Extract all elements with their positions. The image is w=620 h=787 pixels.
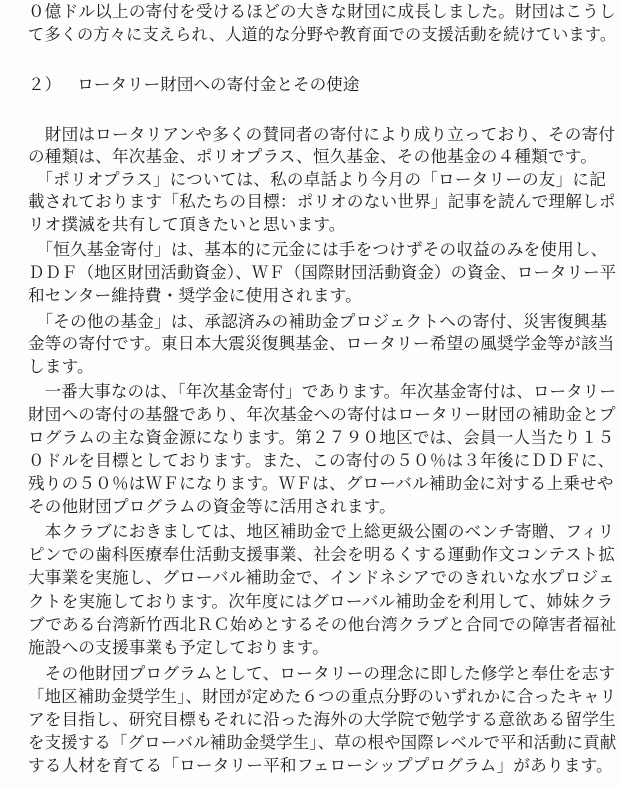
body-line: アを目指し、研究目標もそれに沿った海外の大学院で勉学する意欲ある留学生 [28, 710, 616, 729]
body-line: 「ポリオプラス」については、私の卓話より今月の「ロータリーの友」に記 [28, 170, 606, 189]
body-line: を支援する「グローバル補助金奨学生」、草の根や国際レベルで平和活動に貢献 [28, 733, 617, 752]
body-line: ピンでの歯科医療奉仕活動支援事業、社会を明るくする運動作文コンテスト拡 [28, 545, 616, 564]
body-line: の種類は、年次基金、ポリオプラス、恒久基金、その他基金の４種類です。 [28, 147, 597, 166]
body-line: 金等の寄付です。東日本大震災復興基金、ロータリー希望の風奨学金等が該当 [28, 334, 615, 353]
body-line: その他財団プログラムの資金等に活用されます。 [28, 497, 396, 516]
body-line: ログラムの主な資金源になります。第２７９０地区では、会員一人当たり１５ [28, 428, 615, 447]
section-title: ロータリー財団への寄付金とその使途 [77, 75, 360, 94]
body-line: ブである台湾新竹西北ＲＣ始めとするその他台湾クラブと合同での障害者福祉 [28, 615, 617, 634]
body-line: する人材を育てる「ロータリー平和フェローシッププログラム」があります。 [28, 756, 613, 775]
intro-line-2: て多くの方々に支えられ、人道的な分野や教育面での支援活動を続けています。 [28, 25, 617, 44]
section-number: ２） [28, 75, 62, 94]
body-line: 「その他の基金」は、承認済みの補助金プロジェクトへの寄付、災害復興基 [28, 312, 608, 331]
section-heading [28, 75, 359, 95]
body-line: 残りの５０％はＷＦになります。ＷＦは、グローバル補助金に対する上乗せや [28, 474, 614, 493]
intro-line-1: ０億ドル以上の寄付を受けるほどの大きな財団に成長しました。財団はこうし [28, 2, 616, 21]
body-line: します。 [28, 357, 94, 376]
body-line: ０ドルを目標としております。また、この寄付の５０％は３年後にＤＤＦに、 [28, 451, 615, 470]
body-line: その他財団プログラムとして、ロータリーの理念に即した修学と奉仕を志す [28, 664, 616, 683]
body-line: リオ撲滅を共有して頂きたいと思います。 [28, 215, 346, 234]
body-line: 「地区補助金奨学生」、財団が定めた６つの重点分野のいずれかに合ったキャリ [28, 687, 617, 706]
body-line: 施設への支援事業も予定しております。 [28, 638, 329, 657]
body-line: 財団への寄付の基盤であり、年次基金への寄付はロータリー財団の補助金とプ [28, 405, 616, 424]
body-line: 大事業を実施し、グローバル補助金で、インドネシアでのきれいな水プロジェ [28, 568, 615, 587]
body-line: ＤＤＦ（地区財団活動資金）、ＷＦ（国際財団活動資金）の資金、ロータリー平 [28, 263, 617, 282]
body-line: 財団はロータリアンや多くの賛同者の寄付により成り立っており、その寄付 [28, 125, 616, 144]
body-line: 本クラブにおきましては、地区補助金で上総更級公園のベンチ寄贈、フィリ [28, 522, 615, 541]
body-line: 載されております「私たちの目標：ポリオのない世界」記事を読んで理解しポ [28, 192, 616, 211]
body-line: 「恒久基金寄付」は、基本的に元金には手をつけずその収益のみを使用し、 [28, 240, 608, 259]
body-line: 和センター維持費・奨学金に使用されます。 [28, 286, 362, 305]
body-line: 一番大事なのは、「年次基金寄付」であります。年次基金寄付は、ロータリー [28, 382, 616, 401]
body-line: クトを実施しております。次年度にはグローバル補助金を利用して、姉妹クラ [28, 592, 614, 611]
